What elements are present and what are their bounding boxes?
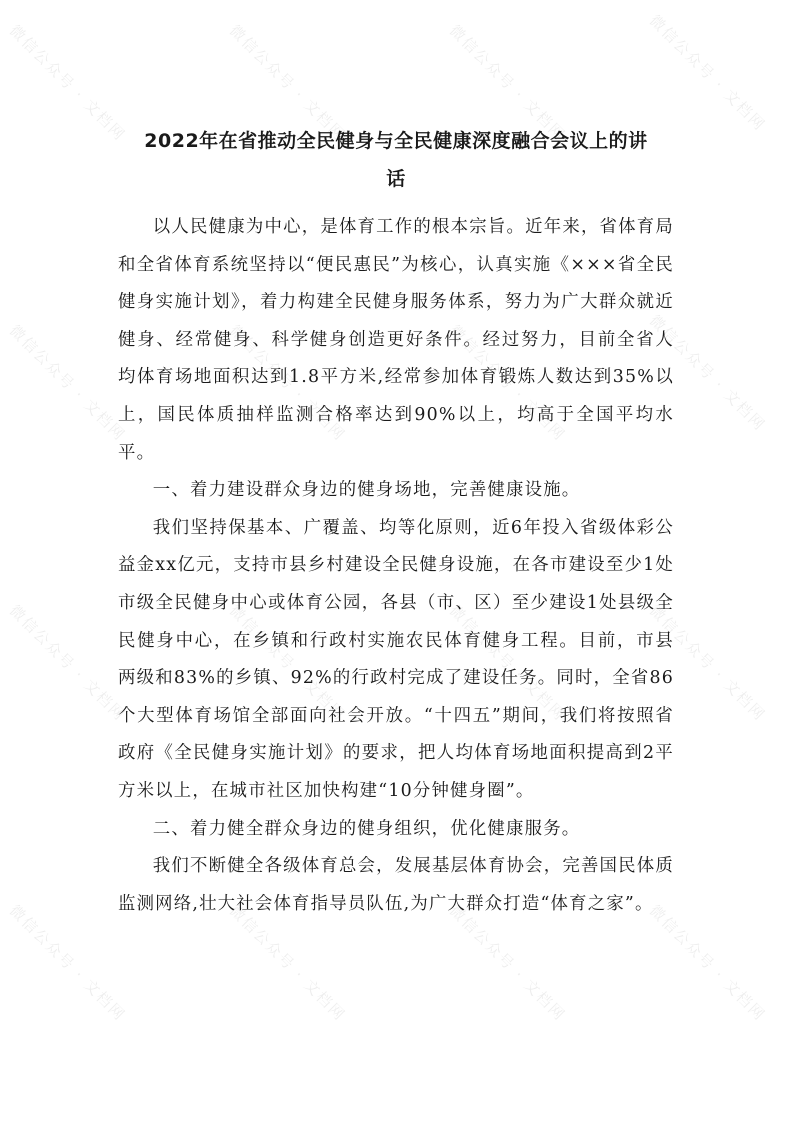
paragraph-facilities: 我们坚持保基本、广覆盖、均等化原则，近6年投入省级体彩公益金xx亿元，支持市县乡村建设全民健身设施，在各市建设至少1处市级全民健身中心或体育公园，各县（市、区）至少建设1处县级全民健身中心，在乡镇和行政村实施农民体育健身工程。目前，市县两级和83%的乡镇、92%的行政村完成了建设任务。同时，全省86个大型体育场馆全部面向社会开放。“十四五”期间，我们将按照省政府《全民健身实施计划》的要求，把人均体育场地面积提高到2平方米以上，在城市社区加快构建“10分钟健身圈”。 [118,517,674,801]
section-heading-1: 一、着力建设群众身边的健身场地，完善健康设施。 [152,480,581,501]
paragraph-intro: 以人民健康为中心，是体育工作的根本宗旨。近年来，省体育局和全省体育系统坚持以“便民惠民”为核心，认真实施《×××省全民健身实施计划》，着力构建全民健身服务体系，努力为广大群众就近健身、经常健身、科学健身创造更好条件。经过努力，目前全省人均体育场地面积达到1.8平方米,经常参加体育锻炼人数达到35%以上，国民体质抽样监测合格率达到90%以上，均高于全国平均水平。 [118,217,674,463]
document-body [118,122,674,923]
title-line-1: 2022年在省推动全民健身与全民健康深度融合会议上的讲 [144,130,648,152]
paragraph-organizations: 我们不断健全各级体育总会，发展基层体育协会，完善国民体质监测网络,壮大社会体育指导员队伍,为广大群众打造“体育之家”。 [118,856,674,914]
document-title [118,122,674,198]
title-line-2: 话 [386,168,406,190]
section-heading-2: 二、着力健全群众身边的健身组织，优化健康服务。 [152,818,581,839]
